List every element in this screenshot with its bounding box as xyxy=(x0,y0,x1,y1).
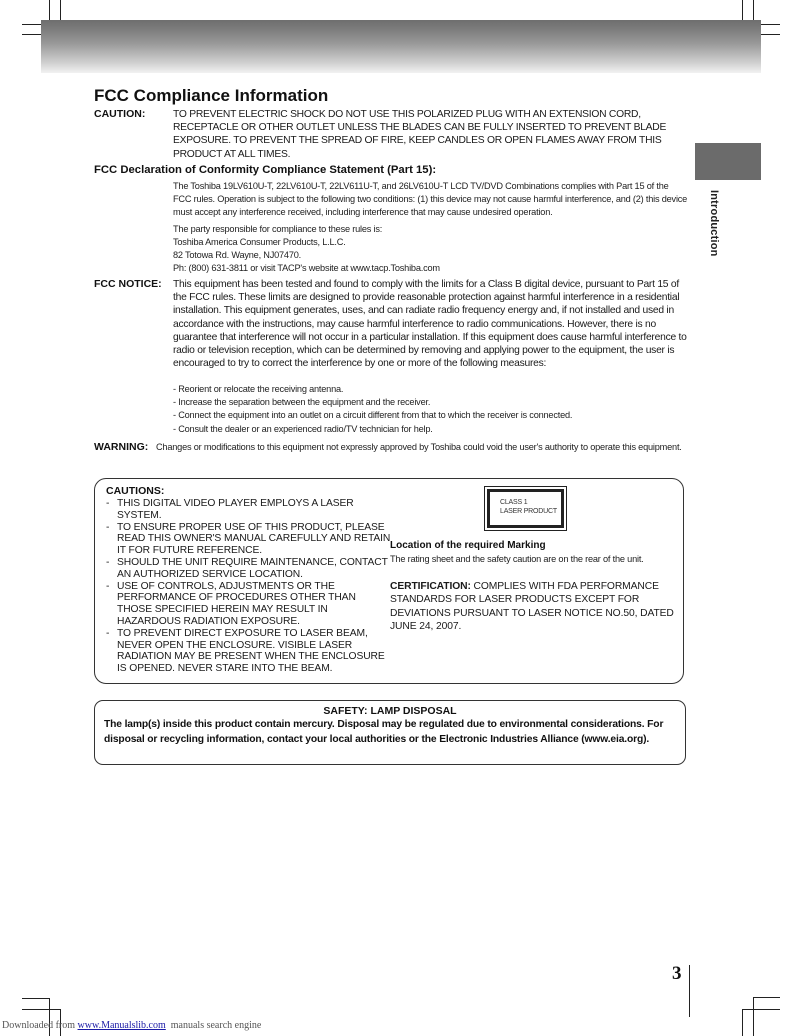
declaration-body xyxy=(173,180,688,275)
caution-text: TO PREVENT ELECTRIC SHOCK DO NOT USE THIS POLARIZED PLUG WITH AN EXTENSION CORD, RECEPTACLE OR OTHER OUTLET UNLESS THE BLADES CAN BE FULLY INSERTED TO PREVENT BLADE EXPOSURE. TO PREVENT THE SPREAD OF FIRE, KEEP CANDLES OR OPEN FLAMES AWAY FROM THIS PRODUCT AT ALL TIMES. xyxy=(173,109,667,160)
measure-item: - Consult the dealer or an experienced radio/TV technician for help. xyxy=(173,423,433,434)
certification-statement xyxy=(390,580,680,633)
crop-mark xyxy=(753,997,754,1036)
responsible-party-line: The party responsible for compliance to these rules is: xyxy=(173,223,383,234)
cautions-list xyxy=(106,498,391,675)
caution-item: - TO ENSURE PROPER USE OF THIS PRODUCT, PLEASE READ THIS OWNER'S MANUAL CAREFULLY AND RETAIN IT FOR FUTURE REFERENCE. xyxy=(106,521,391,557)
laser-label-line2: LASER PRODUCT xyxy=(500,508,557,515)
warning-text: Changes or modifications to this equipment not expressly approved by Toshiba could void the user's authority to operate this equipment. xyxy=(156,442,682,452)
page-title: FCC Compliance Information xyxy=(94,86,329,105)
page-number: 3 xyxy=(672,963,682,984)
responsible-phone-website: Ph: (800) 631-3811 or visit TACP's website at www.tacp.Toshiba.com xyxy=(173,263,440,274)
caution-label: CAUTION: xyxy=(94,108,146,120)
measure-item: - Connect the equipment into an outlet on a circuit different from that to which the receiver is connected. xyxy=(173,410,573,421)
crop-mark xyxy=(742,1009,780,1010)
responsible-address: 82 Totowa Rd. Wayne, NJ07470. xyxy=(173,250,302,261)
caution-item: - SHOULD THE UNIT REQUIRE MAINTENANCE, CONTACT AN AUTHORIZED SERVICE LOCATION. xyxy=(106,556,388,580)
fcc-notice-label: FCC NOTICE: xyxy=(94,278,162,290)
cautions-title: CAUTIONS: xyxy=(106,485,165,497)
lamp-disposal-title: SAFETY: LAMP DISPOSAL xyxy=(323,705,457,717)
measure-item: - Reorient or relocate the receiving antenna. xyxy=(173,384,344,394)
laser-label-line1: CLASS 1 xyxy=(500,499,528,506)
responsible-company: Toshiba America Consumer Products, L.L.C. xyxy=(173,236,346,247)
class1-laser-product-label xyxy=(487,489,564,528)
section-tab-label: Introduction xyxy=(708,190,720,257)
manualslib-link[interactable]: www.Manualslib.com xyxy=(77,1020,166,1031)
footer-suffix: manuals search engine xyxy=(165,1020,262,1031)
header-gradient-band xyxy=(41,20,761,73)
lamp-disposal-text: The lamp(s) inside this product contain mercury. Disposal may be regulated due to environmental considerations. For disposal or recycling information, contact your local authorities or the Electronic Industries Alliance (www.eia.org). xyxy=(104,719,664,745)
marking-location-text: The rating sheet and the safety caution are on the rear of the unit. xyxy=(390,554,644,564)
caution-item: - THIS DIGITAL VIDEO PLAYER EMPLOYS A LASER SYSTEM. xyxy=(106,498,354,521)
section-tab-marker xyxy=(695,143,761,180)
fcc-measures-list xyxy=(173,383,688,436)
crop-mark xyxy=(22,1009,61,1010)
download-footer xyxy=(2,1020,261,1031)
fcc-notice-text: This equipment has been tested and found to comply with the limits for a Class B digital device, pursuant to Part 15 of the FCC rules. These limits are designed to provide reasonable protection against harmful interference in a residential installation. This equipment generates, uses, and can radiate radio frequency energy and, if not installed and used in accordance with the instructions, may cause harmful interference to radio communications. However, there is no guarantee that interference will not occur in a particular installation. If this equipment does cause harmful interference to radio or television reception, which can be determined by removing and applying power to the equipment, the user is encouraged to try to correct the interference by one or more of the following measures: xyxy=(173,279,687,370)
crop-mark xyxy=(742,1009,743,1036)
footer-prefix: Downloaded from xyxy=(2,1020,78,1031)
measure-item: - Increase the separation between the equipment and the receiver. xyxy=(173,397,431,408)
marking-location-title: Location of the required Marking xyxy=(390,540,546,551)
warning-label: WARNING: xyxy=(94,441,149,453)
crop-mark xyxy=(22,998,50,999)
crop-mark xyxy=(753,997,780,998)
certification-label: CERTIFICATION: xyxy=(390,581,471,592)
declaration-heading: FCC Declaration of Conformity Compliance Statement (Part 15): xyxy=(94,164,437,176)
page-number-rule xyxy=(689,965,690,1017)
caution-item: - TO PREVENT DIRECT EXPOSURE TO LASER BEAM, NEVER OPEN THE ENCLOSURE. VISIBLE LASER RADIATION MAY BE PRESENT WHEN THE ENCLOSURE IS OPENED. NEVER STARE INTO THE BEAM. xyxy=(106,627,385,675)
caution-item: - USE OF CONTROLS, ADJUSTMENTS OR THE PERFORMANCE OF PROCEDURES OTHER THAN THOSE SPECIFIED HEREIN MAY RESULT IN HAZARDOUS RADIATION EXPOSURE. xyxy=(106,580,356,627)
declaration-paragraph: The Toshiba 19LV610U-T, 22LV610U-T, 22LV611U-T, and 26LV610U-T LCD TV/DVD Combinations complies with Part 15 of the FCC rules. Operation is subject to the following two conditions: (1) this device may not cause harmful interference, and (2) this device must accept any interference received, including interference that may cause undesired operation. xyxy=(173,181,688,218)
certification-text: COMPLIES WITH FDA PERFORMANCE STANDARDS FOR LASER PRODUCTS EXCEPT FOR DEVIATIONS PURSUANT TO LASER NOTICE NO.50, DATED JUNE 24, 2007. xyxy=(390,581,674,632)
